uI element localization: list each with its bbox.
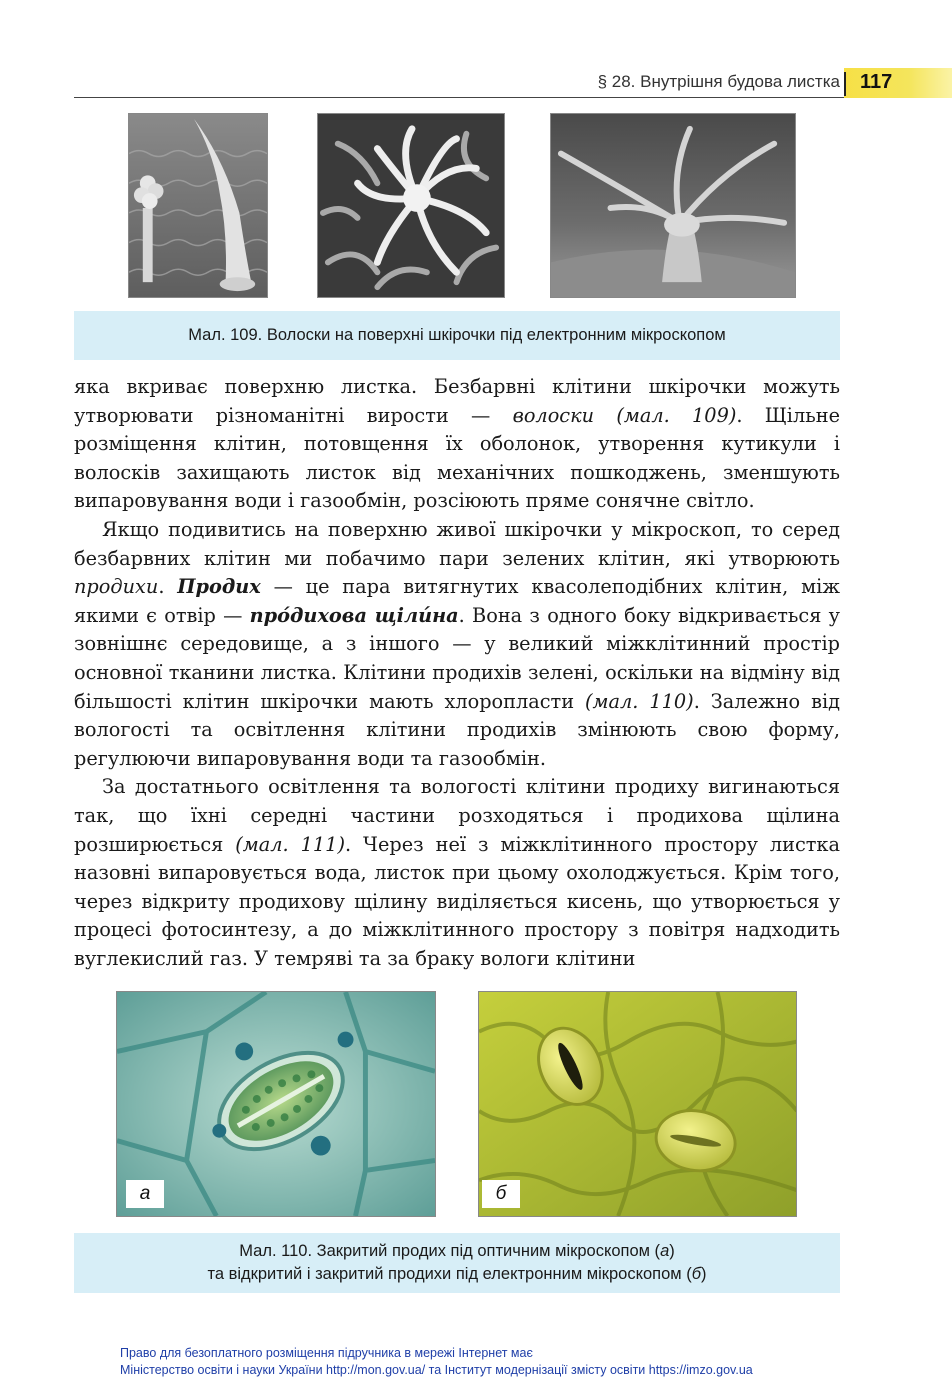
caption-2-pre: та відкритий і закритий продихи під електронним мікроскопом ( (207, 1264, 692, 1283)
p3-run-2: (мал. 111) (235, 832, 345, 856)
figure-110-caption-line-2 (74, 1263, 840, 1286)
p2-run-9: . Залежно від вологості та освітлення клітини продихів змінюють свою форму, регулюючи випаровування води та газообмін. (74, 689, 840, 770)
caption-1-italic: а (660, 1242, 670, 1260)
page-number-tab (844, 68, 952, 98)
footer-line-2: Міністерство освіти і науки України http://mon.gov.ua/ та Інститут модернізації змісту освіти https://imzo.gov.ua (120, 1363, 753, 1377)
hair-photo-2 (317, 113, 505, 298)
figure-109-caption-text: Мал. 109. Волоски на поверхні шкірочки під електронним мікроскопом (188, 326, 726, 344)
p2-run-4: Продих (177, 575, 261, 599)
figure-110-caption-line-1 (74, 1240, 840, 1263)
p3-run-3: . Через неї з міжклітинного простору листка назовні випаровується вода, листок при цьому охолоджується. Крім того, через відкриту продихову щілину виділяється кисень, що утворюється у процесі фотосинтезу, а до міжклітинного простору з повітря надходить вуглекислий газ. У темряві та за браку вологи клітини (74, 832, 840, 970)
p2-run-6: про́дихова щілúна (249, 603, 459, 627)
hair-photo-1 (128, 113, 268, 298)
caption-1-pre: Мал. 110. Закритий продих під оптичним мікроскопом ( (239, 1242, 661, 1260)
caption-2-post: ) (701, 1264, 707, 1283)
p2-run-5: — це пара витягнутих квасолеподібних клітин, між якими є отвір — (74, 575, 840, 627)
running-header (74, 68, 952, 98)
p2-run-3: . (158, 575, 178, 599)
p1-run-2: волоски (мал. 109) (512, 403, 737, 427)
page-number: 117 (860, 71, 893, 93)
footer-line-1: Право для безоплатного розміщення підручника в мережі Інтернет має (120, 1346, 533, 1360)
caption-1-post: ) (669, 1242, 675, 1260)
stoma-optical-photo (116, 991, 436, 1217)
figure-109-caption (74, 311, 840, 360)
p1-run-3: . Щільне розміщення клітин, потовщення їх оболонок, утворення кутикули і волосків захищають листок від механічних пошкоджень, зменшують випаровування води і газообмін, розсіюють пряме сонячне світло. (74, 403, 840, 513)
hair-photo-3 (550, 113, 796, 298)
caption-2-italic: б (691, 1264, 702, 1283)
p1-run-1: яка вкриває поверхню листка. Безбарвні клітини шкірочки можуть утворювати різноманітні вирости — (74, 375, 840, 427)
body-text (74, 373, 840, 973)
stoma-electron-photo (478, 991, 797, 1217)
p2-run-1: Якщо подивитись на поверхню живої шкірочки у мікроскоп, то серед безбарвних клітин ми побачимо пари зелених клітин, які утворюють (74, 517, 840, 570)
p2-run-8: (мал. 110) (585, 689, 694, 713)
p3-run-1: За достатнього освітлення та вологості клітини продиху вигинаються так, що їхні середні частини розходяться і продихова щілина розширюється (74, 775, 840, 856)
section-title: § 28. Внутрішня будова листка (597, 72, 840, 91)
paragraph-1 (74, 373, 840, 516)
p2-run-7: . Вона з одного боку відкривається у зовнішнє середовище, а з іншого — у великий міжклітинний простір основної тканини листка. Клітини продихів зелені, оскільки на відміну від більшості клітин шкірочки мають хлоропласти (74, 603, 840, 713)
figure-110-caption (74, 1233, 840, 1293)
p2-run-2: продихи (74, 575, 159, 599)
paragraph-2 (74, 516, 840, 773)
figure-110-label-a: а (126, 1180, 164, 1208)
license-footer (120, 1345, 753, 1379)
page-number-separator (844, 72, 846, 96)
header-rule (74, 97, 844, 98)
figure-110-label-b: б (482, 1180, 520, 1208)
paragraph-3 (74, 773, 840, 973)
